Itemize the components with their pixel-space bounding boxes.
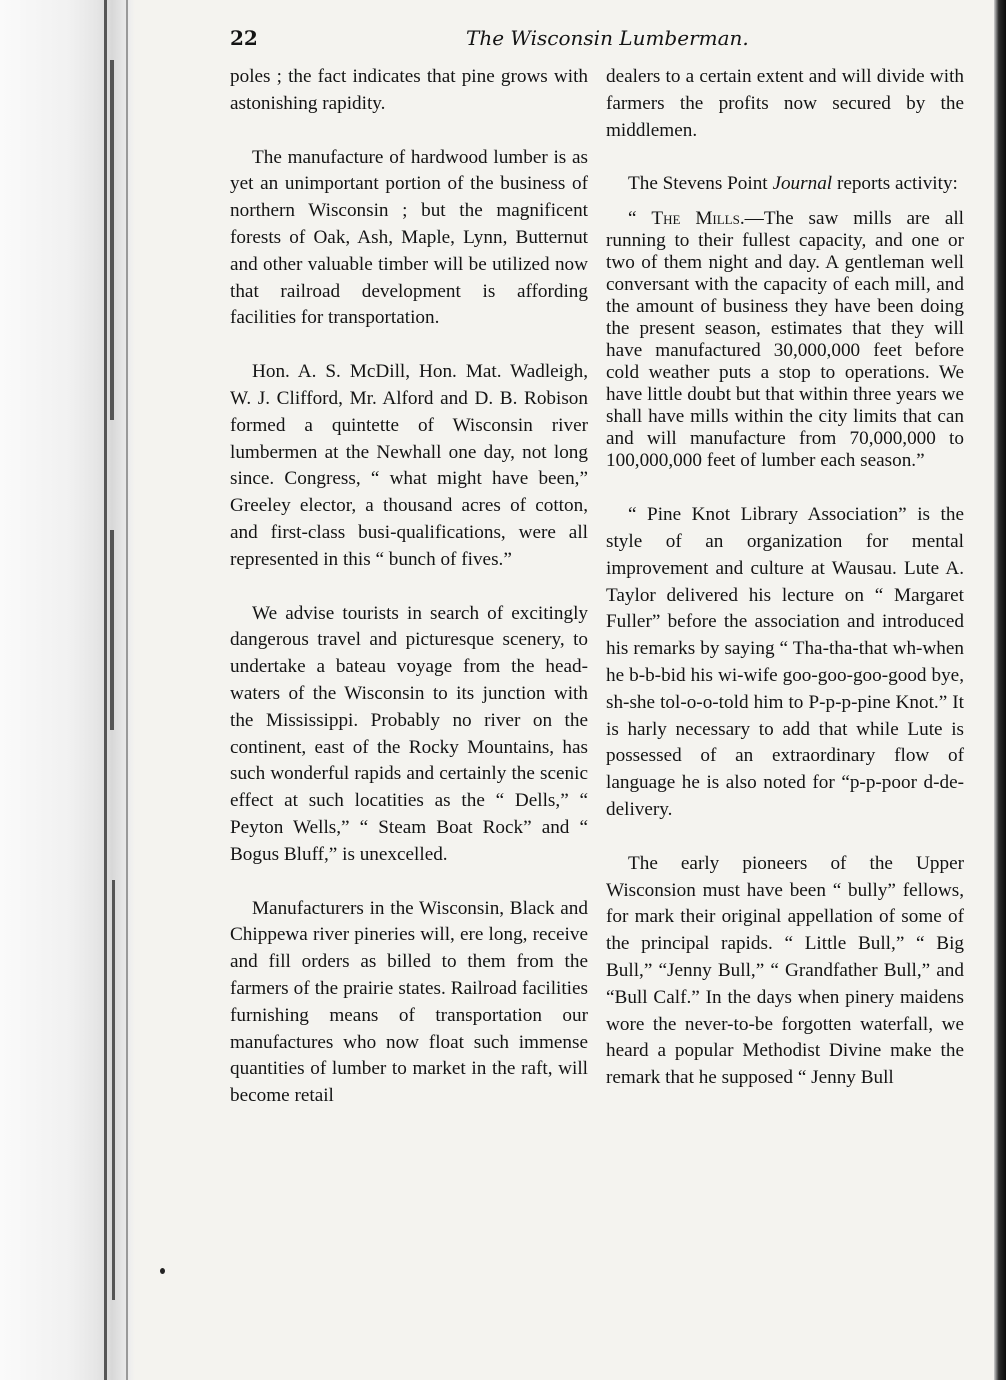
text-run: .—The saw mills are all running to their fullest capacity, and one or two of them night and day. A gentleman well conversant with the capacity of each mill, and the amount of business they have been doing the present season, estimates that they will have manufactured 30,000,000 feet before cold weather puts a stop to operations. We have little doubt but that within three years we shall have mills within the city limits that can and will manufacture from 70,000,000 to 100,000,000 feet of lumber each season.” (606, 208, 964, 472)
text-run: The Stevens Point (628, 173, 773, 195)
paragraph: The manufacture of hardwood lumber is as yet an unimportant portion of the business of northern Wisconsin ; but the magnificent forests of Oak, Ash, Maple, Lynn, Butternut and other valuable timber will be utilized now that railroad development is affording facilities for transportation. (230, 146, 588, 329)
journal-title: Journal (772, 173, 833, 195)
running-title: The Wisconsin Lumberman. (466, 26, 749, 50)
binding-line (112, 880, 115, 1300)
binding-line (110, 530, 114, 730)
page-number: 22 (230, 26, 258, 50)
paragraph: dealers to a certain extent and will divide with farmers the profits now secured by the middlemen. (606, 66, 964, 141)
binding-line (104, 0, 107, 1380)
smallcaps-heading: The Mills (651, 208, 740, 230)
left-column (230, 64, 588, 1110)
paragraph: Manufacturers in the Wisconsin, Black and Chippewa river pineries will, ere long, receive and fill orders as billed to them from the farmers of the prairie states. Railroad facilities furnishing means of transportation our manufactures who now float such immense quantities of lumber to market in the raft, will become retail (230, 897, 588, 1107)
paragraph: “ Pine Knot Library Association” is the style of an organization for mental improvement and culture at Wausau. Lute A. Taylor delivered his lecture on “ Margaret Fuller” before the association and introduced his remarks by saying “ Tha-tha-that wh-when he b-b-bid his wi-wife goo-goo-goo-good bye, sh-she tol-o-o-told him to P-p-p-pine Knot.” It is harly necessary to add that while Lute is possessed of an extraordinary flow of language he is also noted for “p-p-poor d-de-delivery. (606, 504, 964, 820)
paragraph: The early pioneers of the Upper Wisconsion must have been “ bully” fellows, for mark their original appellation of some of the principal rapids. “ Little Bull,” “ Big Bull,” “Jenny Bull,” “ Grandfather Bull,” and “Bull Calf.” In the days when pinery maidens wore the never-to-be forgotten waterfall, we heard a popular Methodist Divine make the remark that he supposed “ Jenny Bull (606, 852, 964, 1089)
paragraph: We advise tourists in search of excitingly dangerous travel and picturesque scenery, to undertake a bateau voyage from the head-waters of the Wisconsin to its junction with the Mississippi. Probably no river on the continent, east of the Rocky Mountains, has such wonderful rapids and certainly the scenic effect at such locatities as the “ Dells,” “ Peyton Wells,” “ Steam Boat Rock” and “ Bogus Bluff,” is unexcelled. (230, 602, 588, 865)
text-run: “ (628, 208, 652, 230)
page-edge-shadow (994, 0, 1006, 1380)
paragraph (606, 171, 964, 198)
quoted-paragraph (606, 208, 964, 472)
right-column (606, 64, 964, 1092)
paragraph: poles ; the fact indicates that pine grows with astonishing rapidity. (230, 66, 588, 114)
ink-speck (160, 1268, 165, 1274)
binding-line (110, 60, 114, 420)
binding-line (126, 0, 128, 1380)
text-run: reports activity: (832, 173, 958, 195)
paragraph: Hon. A. S. McDill, Hon. Mat. Wadleigh, W. J. Clifford, Mr. Alford and D. B. Robison formed a quintette of Wisconsin river lumbermen at the Newhall one day, not long since. Congress, “ what might have been,” Greeley elector, a thousand acres of cotton, and first-class busi-qualifications, were all represented in this “ bunch of fives.” (230, 361, 588, 570)
